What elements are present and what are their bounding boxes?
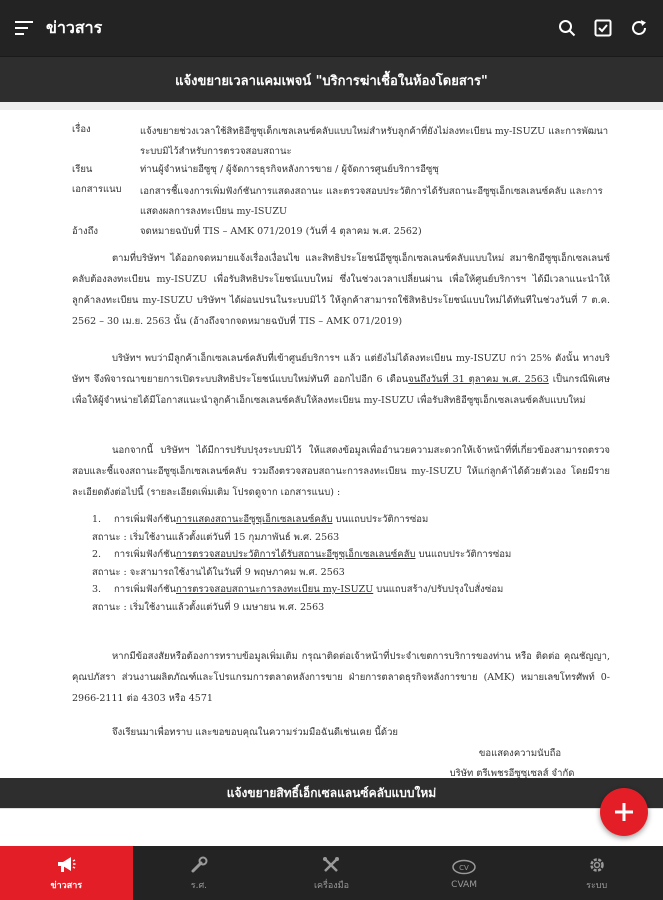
checkbox-icon[interactable] (591, 16, 615, 40)
news-content[interactable] (0, 102, 663, 778)
list-item: 2. การเพิ่มฟังก์ชันการตรวจสอบประวัติการได้รับสถานะอีซูซุเอ็กเซลเลนซ์คลับ บนแถบประวัติการซ่อม สถานะ : จะสามารถใช้งานได้ในวันที่ 9 พฤษภาคม พ.ศ. 2563 (92, 545, 612, 580)
signature-closing: ขอแสดงความนับถือ (478, 748, 562, 759)
meta-value: แจ้งขยายช่วงเวลาใช้สิทธิอีซูซุเด็กเซลเลนซ์คลับแบบใหม่สำหรับลูกค้าที่ยังไม่ลงทะเบียน my-ISUZU และการพัฒนาระบบมิไว้สำหรับการตรวจสอบสถานะ (140, 126, 609, 157)
list-spacer (0, 808, 663, 847)
document-image (0, 110, 663, 778)
meta-label: อ้างถึง (72, 226, 99, 237)
nav-label: ข่าวสาร (50, 880, 83, 891)
paragraph-5: จึงเรียนมาเพื่อทราบ และขอขอบคุณในความร่วมมือฉันดีเช่นเคย นี้ด้วย (112, 727, 398, 738)
meta-value: เอกสารชี้แจงการเพิ่มฟังก์ชันการแสดงสถานะ และตรวจสอบประวัติการได้รับสถานะอีซูซุเอ็กเซลเลนซ์คลับ และการแสดงผลการลงทะเบียน my-ISUZU (140, 186, 603, 217)
tools-icon (322, 855, 340, 875)
nav-label: CVAM (451, 879, 477, 890)
paragraph-1: ตามที่บริษัทฯ ได้ออกจดหมายแจ้งเรื่องเงื่อนไข และสิทธิประโยชน์อีซูซุเอ็กเซลเลนซ์คลับแบบใหม่ สมาชิกอีซูซุเอ็กเซลเลนซ์คลับต้องลงทะเบียน my-ISUZU เพื่อรับสิทธิประโยชน์แบบใหม่ ซึ่งในช่วงเวลาเปลี่ยนผ่าน เพื่อให้ศูนย์บริการฯ ได้มีเวลาแนะนำให้ลูกค้าลงทะเบียน my-ISUZU บริษัทฯ ได้ผ่อนปรนในระบบมิไว้ ให้ลูกค้าสามารถใช้สิทธิประโยชน์แบบใหม่ได้ทันทีในช่วงวันที่ 7 ต.ค. 2562 – 30 เม.ย. 2563 นั้น (อ้างถึงจากจดหมายฉบับที่ TIS – AMK 071/2019) (72, 253, 610, 327)
feature-list (92, 510, 612, 615)
paragraph-2: บริษัทฯ พบว่ามีลูกค้าเอ็กเซลเลนซ์คลับที่เข้าศูนย์บริการฯ แล้ว แต่ยังไม่ได้ลงทะเบียน my-ISUZU กว่า 25% ดังนั้น ทางบริษัทฯ จึงพิจารณาขยายการเปิดระบบสิทธิประโยชน์แบบใหม่ทันที ออกไปอีก 6 เดือนจนถึงวันที่ 31 ตุลาคม พ.ศ. 2563 เป็นกรณีพิเศษ เพื่อให้ผู้จำหน่ายได้มีโอกาสแนะนำลูกค้าเอ็กเซลเลนซ์คลับให้ลงทะเบียน my-ISUZU เพื่อรับสิทธิอีซูซุเอ็กเซลเลนซ์คลับแบบใหม่ (72, 353, 610, 406)
megaphone-icon (56, 855, 76, 875)
meta-label: เรียน (72, 164, 93, 175)
news-title: แจ้งขยายเวลาแคมเพจน์ "บริการฆ่าเชื้อในห้องโดยสาร" (175, 73, 488, 89)
bottom-navigation (0, 846, 663, 900)
meta-value: ท่านผู้จำหน่ายอีซูซุ / ผู้จัดการธุรกิจหลังการขาย / ผู้จัดการศูนย์บริการอีซูซุ (140, 164, 439, 175)
meta-label: เอกสารแนบ (72, 184, 122, 195)
svg-text:CV: CV (459, 863, 469, 872)
nav-item-news[interactable] (0, 846, 133, 900)
nav-label: ระบบ (586, 880, 608, 891)
nav-label: เครื่องมือ (313, 880, 350, 891)
list-item: 3. การเพิ่มฟังก์ชันการตรวจสอบสถานะการลงทะเบียน my-ISUZU บนแถบสร้าง/ปรับปรุงใบสั่งซ่อม สถานะ : เริ่มใช้งานแล้วตั้งแต่วันที่ 9 เมษายน พ.ศ. 2563 (92, 580, 612, 615)
nav-item-system[interactable] (530, 846, 663, 900)
paragraph-3: นอกจากนี้ บริษัทฯ ได้มีการปรับปรุงระบบมิไว้ ให้แสดงข้อมูลเพื่ออำนวยความสะดวกให้เจ้าหน้าที่ที่เกี่ยวข้องสามารถตรวจสอบและชี้แจงสถานะอีซูซุเอ็กเซลเลนซ์คลับ รวมถึงตรวจสอบสถานะการลงทะเบียน my-ISUZU ให้แก่ลูกค้าได้ด้วยตัวเอง โดยมีรายละเอียดดังต่อไปนี้ (รายละเอียดเพิ่มเติม โปรดดูจาก เอกสารแนบ) : (72, 445, 610, 498)
news-title-bar (0, 56, 663, 103)
add-button[interactable] (600, 788, 648, 836)
plus-icon (614, 802, 634, 822)
nav-item-cvam[interactable] (398, 846, 531, 900)
meta-subject (72, 122, 610, 162)
meta-reference (72, 224, 610, 239)
page-title: ข่าวสาร (46, 17, 103, 37)
news-item-band[interactable] (0, 778, 663, 808)
gear-icon (588, 855, 606, 875)
news-item-title: แจ้งขยายสิทธิ์เอ็กเซลแลนซ์คลับแบบใหม่ (226, 785, 437, 800)
app-bar (0, 0, 663, 56)
nav-item-tools[interactable] (265, 846, 398, 900)
nav-item-service[interactable] (133, 846, 266, 900)
cvam-icon (452, 857, 476, 877)
paragraph-4: หากมีข้อสงสัยหรือต้องการทราบข้อมูลเพิ่มเติม กรุณาติดต่อเจ้าหน้าที่ประจำเขตการบริการของท่าน หรือ ติดต่อ คุณชัญญา, คุณปภัสรา ส่วนงานผลิตภัณฑ์และโปรแกรมการตลาดหลังการขาย ฝ่ายการตลาดธุรกิจหลังการขาย (AMK) หมายเลขโทรศัพท์ 0-2966-2111 ต่อ 4303 หรือ 4571 (72, 651, 610, 704)
extension-date: จนถึงวันที่ 31 ตุลาคม พ.ศ. 2563 (408, 374, 549, 385)
menu-icon[interactable] (14, 18, 34, 38)
meta-attachment (72, 182, 610, 222)
meta-to (72, 162, 610, 177)
list-item: 1. การเพิ่มฟังก์ชันการแสดงสถานะอีซูซุเอ็กเซลเลนซ์คลับ บนแถบประวัติการซ่อม สถานะ : เริ่มใช้งานแล้วตั้งแต่วันที่ 15 กุมภาพันธ์ พ.ศ. 2563 (92, 510, 612, 545)
search-icon[interactable] (555, 16, 579, 40)
status-text: สถานะ : เริ่มใช้งานแล้วตั้งแต่วันที่ 15 กุมภาพันธ์ พ.ศ. 2563 (92, 532, 340, 543)
signature-company: บริษัท ตรีเพชรอีซูซุเซลส์ จำกัด (449, 768, 575, 778)
meta-value: จดหมายฉบับที่ TIS – AMK 071/2019 (วันที่ 4 ตุลาคม พ.ศ. 2562) (140, 226, 422, 237)
nav-label: ร.ศ. (190, 880, 208, 891)
status-text: สถานะ : เริ่มใช้งานแล้วตั้งแต่วันที่ 9 เมษายน พ.ศ. 2563 (92, 602, 325, 613)
refresh-icon[interactable] (627, 16, 651, 40)
wrench-icon (190, 855, 208, 875)
meta-label: เรื่อง (72, 124, 91, 135)
status-text: สถานะ : จะสามารถใช้งานได้ในวันที่ 9 พฤษภาคม พ.ศ. 2563 (92, 567, 345, 578)
